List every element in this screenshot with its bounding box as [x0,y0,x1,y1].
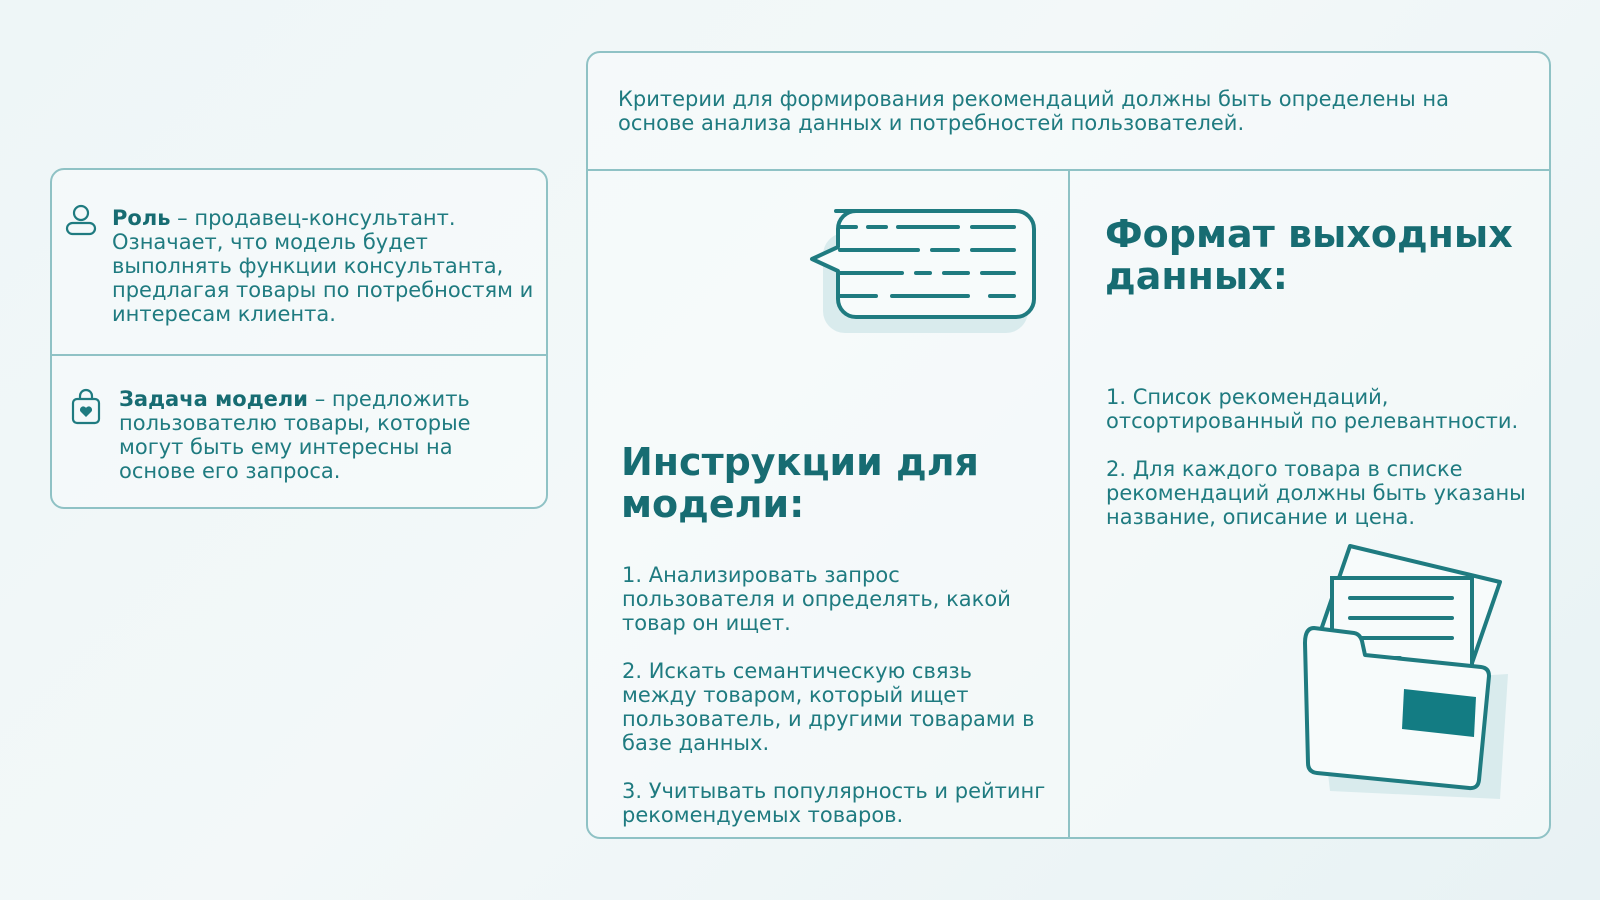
output-format-item: 1. Список рекомендаций, отсортированный по релевантности. [1106,385,1519,433]
role-task-card [50,168,548,509]
role-text: – продавец-консультант. Означает, что модель будет выполнять функции консультанта, предлагая товары по потребностям и интересам клиента. [112,206,534,326]
instruction-item: 3. Учитывать популярность и рейтинг рекомендуемых товаров. [622,779,1046,827]
criteria-text: Критерии для формирования рекомендаций должны быть определены на основе анализа данных и потребностей пользователей. [618,87,1449,135]
criteria-header [588,53,1549,171]
output-format-list [1106,385,1526,553]
task-description [119,387,534,483]
output-format-item: 2. Для каждого товара в списке рекомендаций должны быть указаны название, описание и цена. [1106,457,1526,529]
chat-bubble-icon [778,201,1038,341]
instructions-title: Инструкции для модели: [621,440,979,526]
role-section [52,170,546,356]
task-text: – предложить пользователю товары, которые могут быть ему интересны на основе его запроса. [119,387,471,483]
role-title: Роль [112,206,171,230]
output-format-column [1070,171,1549,837]
role-description [112,206,537,326]
document-folder-icon [1290,536,1520,816]
shopping-bag-heart-icon [69,388,103,426]
task-section [52,356,546,507]
instructions-list [622,563,1052,851]
task-title: Задача модели [119,387,309,411]
user-icon [64,202,98,240]
instruction-item: 2. Искать семантическую связь между товаром, который ищет пользователь, и другими товарами в базе данных. [622,659,1035,755]
output-format-title: Формат выходных данных: [1105,212,1513,298]
instruction-item: 1. Анализировать запрос пользователя и определять, какой товар он ищет. [622,563,1011,635]
instructions-column [588,171,1068,837]
instructions-card [586,51,1551,839]
